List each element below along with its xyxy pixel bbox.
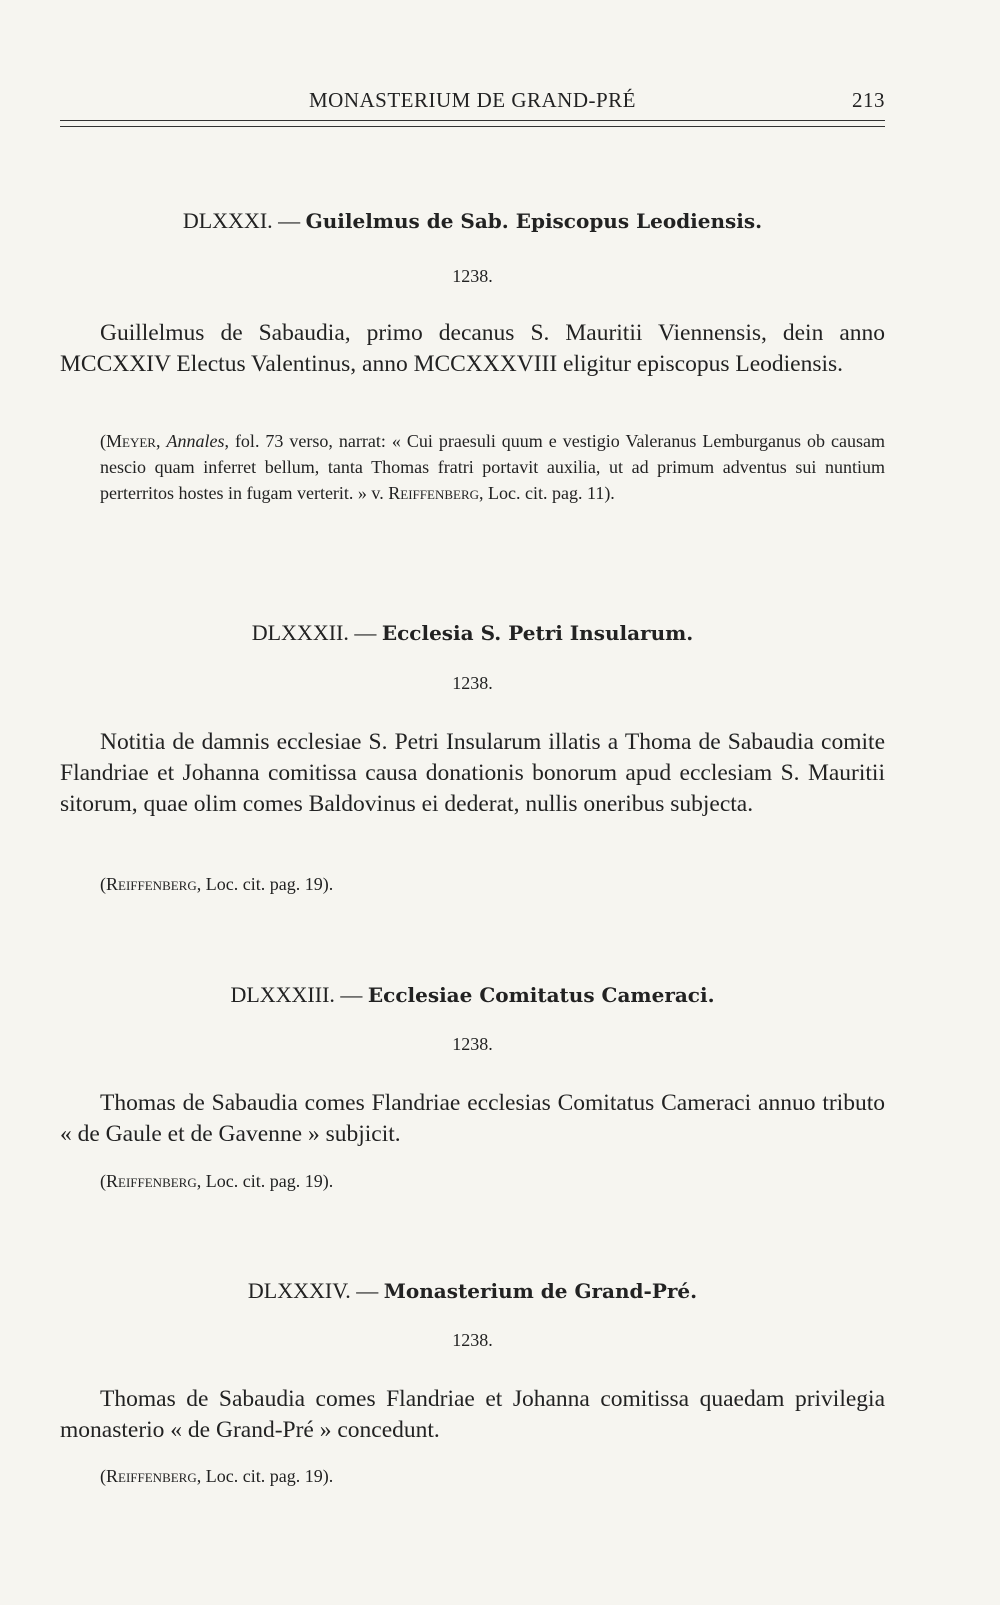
entry-heading	[60, 620, 885, 646]
entry-heading	[60, 982, 885, 1008]
entry-text: Guillelmus de Sabaudia, primo decanus S. Mauritii Viennensis, dein anno MCCXXIV Electus Valentinus, anno MCCXXXVIII eligitur episcopus Leodiensis.	[60, 320, 885, 377]
entry-dash: —	[354, 620, 377, 645]
running-title: MONASTERIUM DE GRAND-PRÉ	[308, 88, 636, 112]
entry-number: DLXXXII.	[251, 620, 349, 645]
entry-text: Thomas de Sabaudia comes Flandriae ecclesias Comitatus Cameraci annuo tributo « de Gaule et de Gavenne » subjicit.	[60, 1090, 885, 1147]
entry-text: Notitia de damnis ecclesiae S. Petri Insularum illatis a Thoma de Sabaudia comite Flandriae et Johanna comitissa causa donationis bonorum apud ecclesiam S. Mauritii sitorum, quae olim comes Baldovinus ei dederat, nullis oneribus subjecta.	[60, 729, 885, 817]
entry-number: DLXXXIV.	[247, 1278, 351, 1303]
entry-number: DLXXXI.	[182, 208, 273, 233]
entry-text: Thomas de Sabaudia comes Flandriae et Johanna comitissa quaedam privilegia monasterio « de Grand-Pré » concedunt.	[60, 1386, 885, 1443]
entry-title: Guilelmus de Sab. Episcopus Leodiensis.	[305, 209, 763, 233]
entry-dash: —	[340, 982, 363, 1007]
entry-heading	[60, 208, 885, 234]
entry-dash: —	[356, 1278, 379, 1303]
entry-year: 1238.	[452, 266, 493, 286]
entry-note: (Reiffenberg, Loc. cit. pag. 19).	[100, 874, 334, 894]
entry-title: Ecclesia S. Petri Insularum.	[381, 621, 694, 645]
entry-year: 1238.	[452, 1034, 493, 1054]
entry-title: Ecclesiae Comitatus Cameraci.	[367, 983, 715, 1007]
running-head	[60, 88, 885, 118]
entry-note: (Meyer, Annales, fol. 73 verso, narrat: « Cui praesuli quum e vestigio Valeranus Lemburganus ob causam nescio quam inferret bellum, tanta Thomas fratri portavit auxilia, ut ad primum adventus sui nuntium perterritos hostes in fugam verterit. » v. Reiffenberg, Loc. cit. pag. 11).	[100, 431, 886, 503]
entry-note: (Reiffenberg, Loc. cit. pag. 19).	[100, 1466, 334, 1486]
header-rule-thin	[60, 126, 885, 127]
entry-title: Monasterium de Grand-Pré.	[383, 1279, 698, 1303]
entry-heading	[60, 1278, 885, 1304]
entry-number: DLXXXIII.	[230, 982, 335, 1007]
entry-note: (Reiffenberg, Loc. cit. pag. 19).	[100, 1171, 334, 1191]
entry-dash: —	[278, 208, 301, 233]
entry-year: 1238.	[452, 1330, 493, 1350]
page-number: 213	[852, 88, 885, 112]
header-rule	[60, 120, 885, 121]
entry-year: 1238.	[452, 673, 493, 693]
